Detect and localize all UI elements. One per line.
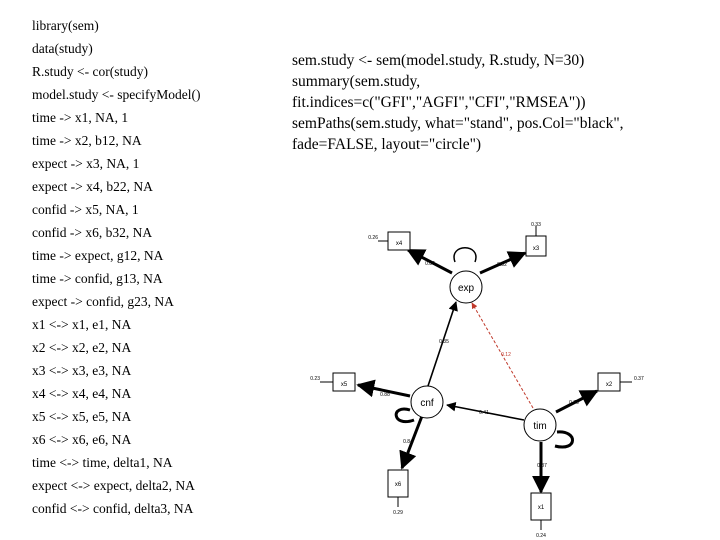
code-line: confid -> x6, b32, NA: [32, 225, 153, 240]
code-line: time -> x2, b12, NA: [32, 133, 142, 148]
fit-code-block: [292, 50, 712, 155]
code-line: expect -> x3, NA, 1: [32, 156, 140, 171]
residual-label-x2: 0.37: [634, 376, 644, 382]
code-line: data(study): [32, 41, 93, 56]
coef-cnf-exp: 0.35: [439, 339, 449, 345]
manifest-label-x6: x6: [394, 482, 402, 488]
code-line: x3 <-> x3, e3, NA: [32, 363, 132, 378]
code-line: x6 <-> x6, e6, NA: [32, 432, 132, 447]
coef-tim-x2: 0.79: [569, 400, 579, 406]
manifest-label-x5: x5: [340, 382, 348, 388]
manifest-label-x1: x1: [537, 505, 545, 511]
coef-cnf-x6: 0.84: [403, 439, 413, 445]
code-line: confid -> x5, NA, 1: [32, 202, 139, 217]
code-line: x5 <-> x5, e5, NA: [32, 409, 132, 424]
code-line: time -> confid, g13, NA: [32, 271, 163, 286]
variance-loop-exp: [454, 248, 476, 262]
model-code-block: [32, 14, 282, 520]
code-line: fit.indices=c("GFI","AGFI","CFI","RMSEA")): [292, 94, 586, 111]
coef-exp-x3: 0.82: [497, 262, 507, 268]
variance-loop-tim: [555, 432, 573, 447]
code-line: time -> x1, NA, 1: [32, 110, 129, 125]
code-line: x1 <-> x1, e1, NA: [32, 317, 132, 332]
code-line: expect -> confid, g23, NA: [32, 294, 174, 309]
variance-loop-cnf: [396, 409, 414, 422]
coef-cnf-x5: 0.88: [380, 392, 390, 398]
code-line: R.study <- cor(study): [32, 64, 148, 79]
residual-label-x5: 0.23: [310, 376, 320, 382]
latent-label-tim: tim: [533, 421, 547, 432]
code-line: model.study <- specifyModel(): [32, 87, 201, 102]
coef-tim-exp: 0.12: [501, 352, 511, 358]
code-line: confid <-> confid, delta3, NA: [32, 501, 194, 516]
code-line: semPaths(sem.study, what="stand", pos.Col="black",: [292, 115, 624, 132]
manifest-label-x3: x3: [532, 246, 540, 252]
code-line: summary(sem.study,: [292, 73, 421, 90]
residual-label-x4: 0.26: [368, 235, 378, 241]
latent-label-exp: exp: [457, 283, 475, 294]
code-line: fade=FALSE, layout="circle"): [292, 136, 482, 153]
latent-label-cnf: cnf: [420, 398, 434, 409]
manifest-label-x4: x4: [395, 241, 403, 247]
code-line: library(sem): [32, 18, 99, 33]
residual-label-x3: 0.33: [531, 222, 541, 228]
code-line: time -> expect, g12, NA: [32, 248, 164, 263]
residual-label-x1: 0.24: [536, 533, 546, 539]
code-line: x4 <-> x4, e4, NA: [32, 386, 132, 401]
coef-exp-x4: 0.86: [425, 261, 435, 267]
code-line: x2 <-> x2, e2, NA: [32, 340, 132, 355]
code-line: sem.study <- sem(model.study, R.study, N=30): [292, 52, 585, 69]
coef-tim-cnf: 0.41: [479, 410, 489, 416]
residual-label-x6: 0.29: [393, 510, 403, 516]
sem-path-diagram: [300, 200, 680, 540]
code-line: time <-> time, delta1, NA: [32, 455, 173, 470]
manifest-label-x2: x2: [605, 382, 613, 388]
code-line: expect <-> expect, delta2, NA: [32, 478, 195, 493]
coef-tim-x1: 0.87: [537, 463, 547, 469]
code-line: expect -> x4, b22, NA: [32, 179, 153, 194]
